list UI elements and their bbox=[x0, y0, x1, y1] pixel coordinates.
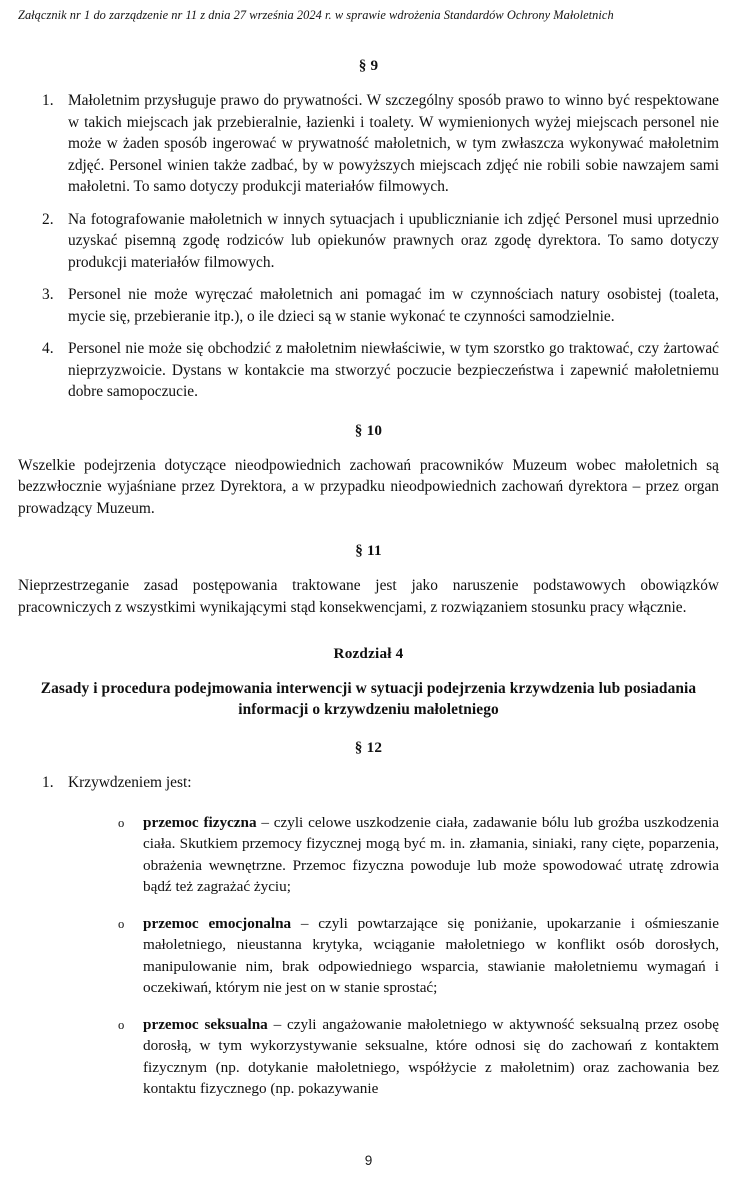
list-item bbox=[18, 338, 719, 403]
numbered-list-par12 bbox=[18, 772, 719, 794]
definition-bullet-list bbox=[18, 812, 719, 1100]
section-heading-par12: § 12 bbox=[354, 739, 383, 756]
list-item bbox=[18, 90, 719, 198]
definition-term: przemoc fizyczna bbox=[143, 813, 257, 831]
list-item-text: Małoletnim przysługuje prawo do prywatności. W szczególny sposób prawo to winno być respektowane w takich miejscach jak przebieralnie, łazienki i toalety. W wymienionych wyżej miejscach personel nie może w żaden sposób ingerować w prywatność małoletnich, w tym zwłaszcza wykonywać małoletnim zdjęć. Personel winien także zadbać, by w powyższych miejscach zdjęć nie robili sobie nawzajem sami małoletni. To samo dotyczy produkcji materiałów filmowych. bbox=[68, 92, 719, 195]
page-content bbox=[18, 56, 719, 1100]
definition-term: przemoc emocjonalna bbox=[143, 914, 292, 932]
definition-body: – czyli celowe uszkodzenie ciała, zadawanie bólu lub groźba uszkodzenia ciała. Skutkiem przemocy fizycznej mogą być m. in. złamania, siniaki, rany cięte, poparzenia, obrażenia wewnętrzne. Przemoc fizyczna powoduje lub może spowodować utratę zdrowia bądź też zagrażać życiu; bbox=[143, 813, 719, 895]
definition-body: – czyli angażowanie małoletniego w aktywność seksualną przez osobę dorosłą, w tym wykorzystywanie seksualne, które odnosi się do zachowań z kontaktem fizycznym (np. dotykanie małoletniego, współżycie z małoletnim) oraz zachowania bez kontaktu fizycznego (np. pokazywanie bbox=[143, 1015, 719, 1097]
circle-bullet-icon: o bbox=[118, 916, 125, 931]
numbered-list-par9 bbox=[18, 90, 719, 403]
section-heading-par11: § 11 bbox=[355, 542, 382, 559]
paragraph-par11: Nieprzestrzeganie zasad postępowania traktowane jest jako naruszenie podstawowych obowiązków pracowniczych z wszystkimi wynikającymi stąd konsekwencjami, z rozwiązaniem stosunku pracy włącznie. bbox=[18, 577, 719, 616]
list-item-marker: 2. bbox=[42, 210, 54, 228]
spacer bbox=[18, 720, 719, 738]
spacer bbox=[18, 561, 719, 575]
definition-term: przemoc seksualna bbox=[143, 1015, 268, 1033]
list-item-text: Na fotografowanie małoletnich w innych sytuacjach i upublicznianie ich zdjęć Personel musi uprzednio uzyskać pisemną zgodę rodziców lub opiekunów prawnych oraz zgodę dyrektora. To samo dotyczy produkcji materiałów filmowych. bbox=[68, 210, 719, 271]
spacer bbox=[18, 758, 719, 772]
spacer bbox=[18, 76, 719, 90]
paragraph-par10: Wszelkie podejrzenia dotyczące nieodpowiednich zachowań pracowników Muzeum wobec małoletnich są bezzwłocznie wyjaśniane przez Dyrektora, a w przypadku nieodpowiednich zachowań dyrektora – przez organ prowadzący Muzeum. bbox=[18, 456, 719, 517]
list-item-marker: 1. bbox=[42, 774, 54, 791]
spacer bbox=[18, 441, 719, 455]
list-item-marker: 4. bbox=[42, 340, 54, 357]
list-item-marker: 1. bbox=[42, 92, 54, 109]
chapter-title: Zasady i procedura podejmowania interwencji w sytuacji podejrzenia krzywdzenia lub posiadania informacji o krzywdzeniu małoletniego bbox=[40, 680, 697, 718]
section-heading-par10: § 10 bbox=[354, 421, 383, 439]
list-item-text: Personel nie może wyręczać małoletnich ani pomagać im w czynnościach natury osobistej (toaleta, mycie się, przebieranie itp.), o ile dzieci są w stanie wykonać te czynności samodzielnie. bbox=[68, 286, 719, 325]
list-item bbox=[18, 913, 719, 999]
spacer bbox=[18, 618, 719, 644]
spacer bbox=[18, 403, 719, 421]
circle-bullet-icon: o bbox=[118, 1017, 125, 1032]
spacer bbox=[18, 519, 719, 541]
definition-body: – czyli powtarzające się poniżanie, upokarzanie i ośmieszanie małoletniego, nieustanna krytyka, wciąganie małoletniego w konflikt osób dorosłych, manipulowanie nim, brak odpowiedniego wsparcia, stawianie małoletniemu wymagań i oczekiwań, którym nie jest on w stanie sprostać; bbox=[143, 914, 719, 996]
chapter-heading: Rozdział 4 bbox=[333, 645, 404, 662]
list-item bbox=[18, 772, 719, 794]
page-number: 9 bbox=[364, 1153, 373, 1168]
list-item bbox=[18, 209, 719, 274]
circle-bullet-icon: o bbox=[118, 815, 125, 830]
section-heading-par9: § 9 bbox=[358, 57, 379, 74]
list-item bbox=[18, 284, 719, 327]
list-item bbox=[18, 812, 719, 898]
spacer bbox=[18, 794, 719, 812]
list-item bbox=[18, 1014, 719, 1100]
list-item-text: Krzywdzeniem jest: bbox=[68, 774, 192, 791]
list-item-text: Personel nie może się obchodzić z małoletnim niewłaściwie, w tym szorstko go traktować, czy żartować nieprzyzwoicie. Dystans w kontakcie ma stworzyć poczucie bezpieczeństwa i zapewnić małoletniemu dobre samopoczucie. bbox=[68, 340, 719, 400]
spacer bbox=[18, 664, 719, 678]
document-header: Załącznik nr 1 do zarządzenie nr 11 z dnia 27 września 2024 r. w sprawie wdrożenia Standardów Ochrony Małoletnich bbox=[18, 8, 614, 22]
list-item-marker: 3. bbox=[42, 286, 54, 303]
